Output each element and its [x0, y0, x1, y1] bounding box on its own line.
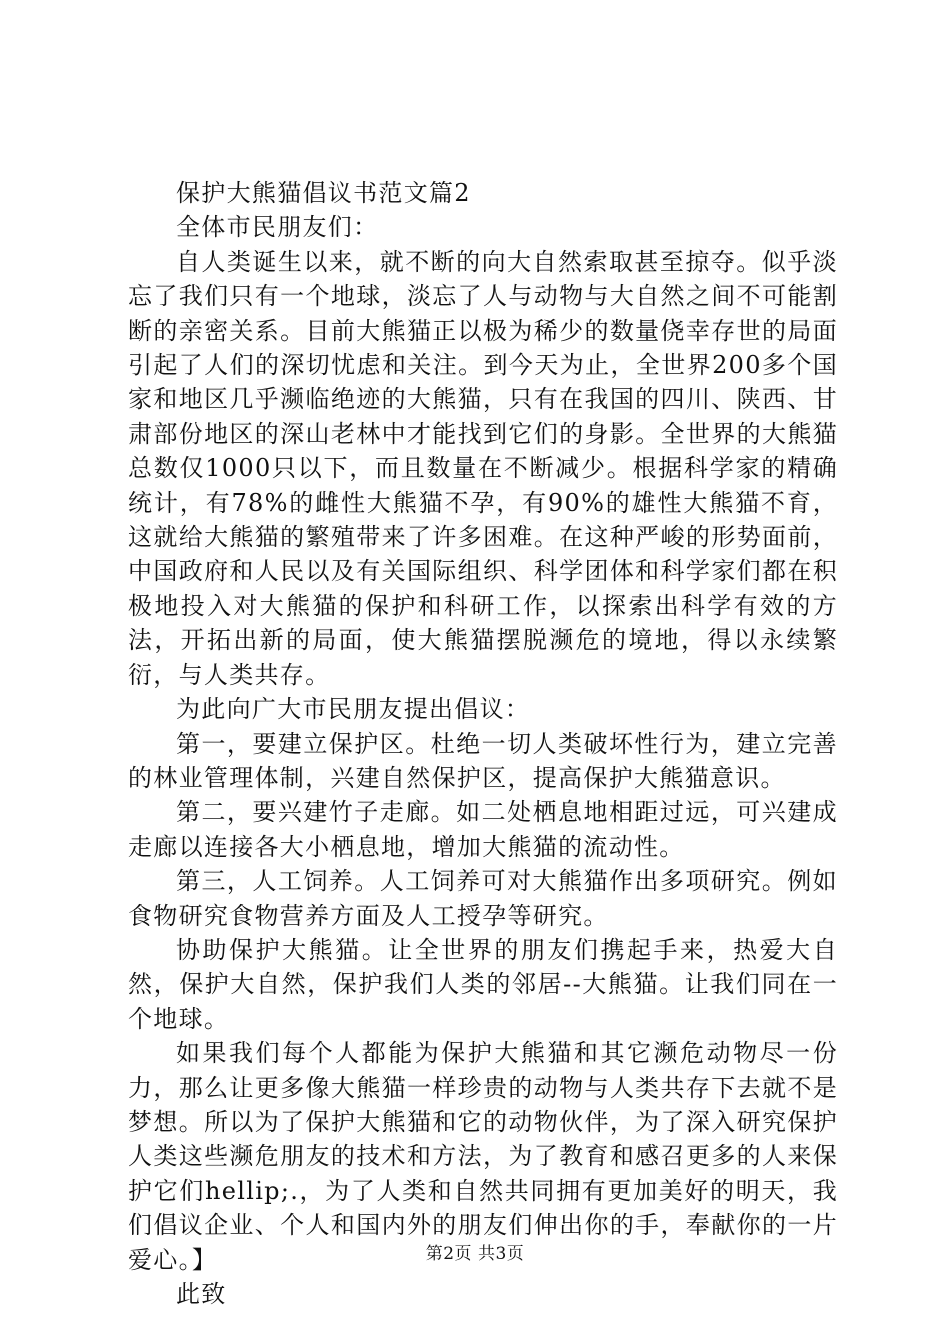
- closing-phrase: 此致: [176, 1280, 227, 1308]
- salutation: 全体市民朋友们：: [176, 213, 379, 242]
- paragraph-proposal-3: 第三，人工饲养。人工饲养可对大熊猫作出多项研究。例如食物研究食物营养方面及人工授孕等研究。: [128, 867, 838, 930]
- paragraph-intro: 自人类诞生以来，就不断的向大自然索取甚至掠夺。似乎淡忘了我们只有一个地球，淡忘了人与动物与大自然之间不可能割断的亲密关系。目前大熊猫正以极为稀少的数量侥幸存世的局面引起了人们的深切忧虑和关注。到今天为止，全世界200多个国家和地区几乎濒临绝迹的大熊猫，只有在我国的四川、陕西、甘肃部份地区的深山老林中才能找到它们的身影。全世界的大熊猫总数仅1000只以下，而且数量在不断减少。根据科学家的精确统计，有78%的雌性大熊猫不孕，有90%的雄性大熊猫不育，这就给大熊猫的繁殖带来了许多困难。在这种严峻的形势面前，中国政府和人民以及有关国际组织、科学团体和科学家们都在积极地投入对大熊猫的保护和科研工作，以探索出科学有效的方法，开拓出新的局面，使大熊猫摆脱濒危的境地，得以永续繁衍，与人类共存。: [128, 247, 838, 689]
- page-number-footer: 第2页 共3页: [425, 1244, 525, 1264]
- paragraph-conclusion: 如果我们每个人都能为保护大熊猫和其它濒危动物尽一份力，那么让更多像大熊猫一样珍贵的动物与人类共存下去就不是梦想。所以为了保护大熊猫和它的动物伙伴，为了深入研究保护人类这些濒危朋友的技术和方法，为了教育和感召更多的人来保护它们hellip;.，为了人类和自然共同拥有更加美好的明天，我们倡议企业、个人和国内外的朋友们伸出你的手，奉献你的一片爱心。】: [128, 1039, 838, 1274]
- document-body: [128, 176, 838, 1311]
- paragraph-proposal-lead: 为此向广大市民朋友提出倡议：: [176, 695, 531, 724]
- document-title: 保护大熊猫倡议书范文篇2: [176, 179, 471, 207]
- paragraph-proposal-1: 第一，要建立保护区。杜绝一切人类破坏性行为，建立完善的林业管理体制，兴建自然保护区，提高保护大熊猫意识。: [128, 729, 838, 792]
- paragraph-call-to-action: 协助保护大熊猫。让全世界的朋友们携起手来，热爱大自然，保护大自然，保护我们人类的邻居--大熊猫。让我们同在一个地球。: [128, 935, 838, 1033]
- paragraph-proposal-2: 第二，要兴建竹子走廊。如二处栖息地相距过远，可兴建成走廊以连接各大小栖息地，增加大熊猫的流动性。: [128, 798, 838, 861]
